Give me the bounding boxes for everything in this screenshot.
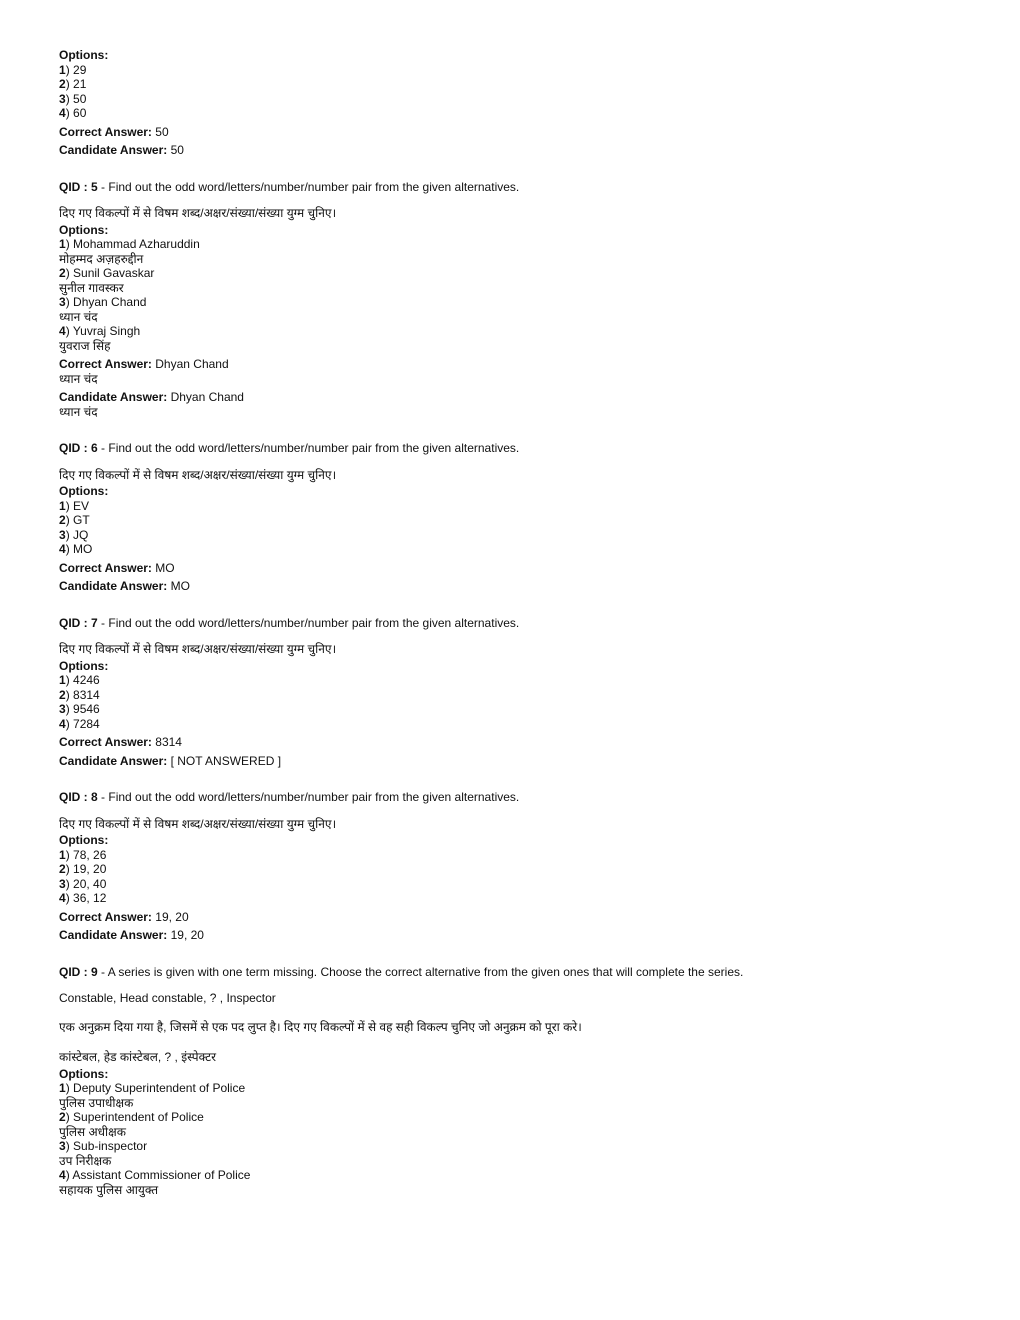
correct-answer: Correct Answer: 19, 20 [59, 909, 189, 924]
correct-answer-hindi: ध्यान चंद [59, 371, 98, 386]
question-block-9 [59, 965, 979, 1198]
options-heading: Options: [59, 658, 109, 673]
correct-answer: Correct Answer: MO [59, 560, 175, 575]
question-text-hindi: एक अनुक्रम दिया गया है, जिसमें से एक पद लुप्त है। दिए गए विकल्पों में से वह सही विकल्प चुनिए जो अनुक्रम को पूरा करे। [59, 1019, 582, 1034]
candidate-answer: Candidate Answer: [ NOT ANSWERED ] [59, 753, 282, 768]
question-block-8 [59, 790, 979, 943]
correct-answer: Correct Answer: 8314 [59, 735, 182, 749]
correct-answer: Correct Answer: 50 [59, 124, 169, 139]
option-item: 3) 20, 40 [59, 876, 107, 891]
option-item: 1) EV [59, 498, 90, 513]
question-text: QID : 6 - Find out the odd word/letters/number/number pair from the given alternatives. [59, 441, 520, 455]
option-item: 4) 36, 12 [59, 891, 107, 905]
candidate-answer: Candidate Answer: 19, 20 [59, 928, 204, 942]
options-heading: Options: [59, 833, 109, 847]
options-heading: Options: [59, 1066, 109, 1081]
option-item: 4) Yuvraj Singh [59, 324, 141, 338]
option-item: 4) 60 [59, 106, 87, 120]
option-item: 1) Deputy Superintendent of Police [59, 1081, 246, 1095]
option-item: 1) 29 [59, 62, 87, 77]
option-item: 2) Sunil Gavaskar [59, 266, 155, 280]
question-text: QID : 9 - A series is given with one term missing. Choose the correct alternative from the given ones that will complete the series. [59, 964, 744, 979]
option-item-hindi: युवराज सिंह [59, 338, 111, 353]
option-item: 3) JQ [59, 527, 89, 542]
candidate-answer-hindi: ध्यान चंद [59, 404, 98, 419]
options-heading: Options: [59, 48, 109, 62]
question-block-prev [59, 48, 979, 158]
option-item-hindi: उप निरीक्षक [59, 1153, 112, 1168]
option-item: 4) Assistant Commissioner of Police [59, 1168, 251, 1182]
question-series-hindi: कांस्टेबल, हेड कांस्टेबल, ? , इंस्पेक्टर [59, 1050, 217, 1064]
option-item: 1) 4246 [59, 673, 100, 687]
question-text-hindi: दिए गए विकल्पों में से विषम शब्द/अक्षर/संख्या/संख्या युग्म चुनिए। [59, 642, 337, 656]
option-item: 2) 19, 20 [59, 862, 107, 876]
option-item: 3) 50 [59, 91, 87, 106]
correct-answer: Correct Answer: Dhyan Chand [59, 357, 229, 371]
option-item-hindi: ध्यान चंद [59, 309, 98, 324]
option-item: 2) 21 [59, 77, 87, 91]
option-item: 3) Dhyan Chand [59, 295, 147, 309]
candidate-answer: Candidate Answer: Dhyan Chand [59, 390, 244, 404]
option-item-hindi: पुलिस उपाधीक्षक [59, 1095, 134, 1110]
answer-sheet-page [59, 48, 979, 1197]
option-item: 4) MO [59, 542, 93, 556]
question-block-5 [59, 180, 979, 420]
option-item: 4) 7284 [59, 716, 100, 731]
candidate-answer: Candidate Answer: MO [59, 579, 190, 593]
options-heading: Options: [59, 484, 109, 498]
option-item: 1) 78, 26 [59, 847, 107, 862]
question-text-hindi: दिए गए विकल्पों में से विषम शब्द/अक्षर/संख्या/संख्या युग्म चुनिए। [59, 206, 337, 220]
question-text: QID : 8 - Find out the odd word/letters/number/number pair from the given alternatives. [59, 790, 520, 804]
question-text: QID : 5 - Find out the odd word/letters/number/number pair from the given alternatives. [59, 179, 520, 194]
option-item-hindi: मोहम्मद अज़हरुद्दीन [59, 251, 144, 266]
question-series: Constable, Head constable, ? , Inspector [59, 991, 276, 1005]
option-item: 1) Mohammad Azharuddin [59, 237, 200, 251]
question-block-7 [59, 616, 979, 769]
question-text-hindi: दिए गए विकल्पों में से विषम शब्द/अक्षर/संख्या/संख्या युग्म चुनिए। [59, 467, 337, 482]
option-item: 3) 9546 [59, 702, 100, 716]
question-text: QID : 7 - Find out the odd word/letters/number/number pair from the given alternatives. [59, 615, 520, 630]
question-block-6 [59, 441, 979, 594]
option-item: 3) Sub-inspector [59, 1139, 148, 1153]
option-item: 2) Superintendent of Police [59, 1110, 204, 1124]
options-heading: Options: [59, 222, 109, 237]
option-item-hindi: सुनील गावस्कर [59, 280, 124, 295]
candidate-answer: Candidate Answer: 50 [59, 143, 184, 157]
option-item: 2) 8314 [59, 687, 100, 702]
option-item-hindi: सहायक पुलिस आयुक्त [59, 1182, 159, 1197]
question-text-hindi: दिए गए विकल्पों में से विषम शब्द/अक्षर/संख्या/संख्या युग्म चुनिए। [59, 816, 337, 831]
option-item-hindi: पुलिस अधीक्षक [59, 1124, 126, 1139]
option-item: 2) GT [59, 513, 90, 527]
